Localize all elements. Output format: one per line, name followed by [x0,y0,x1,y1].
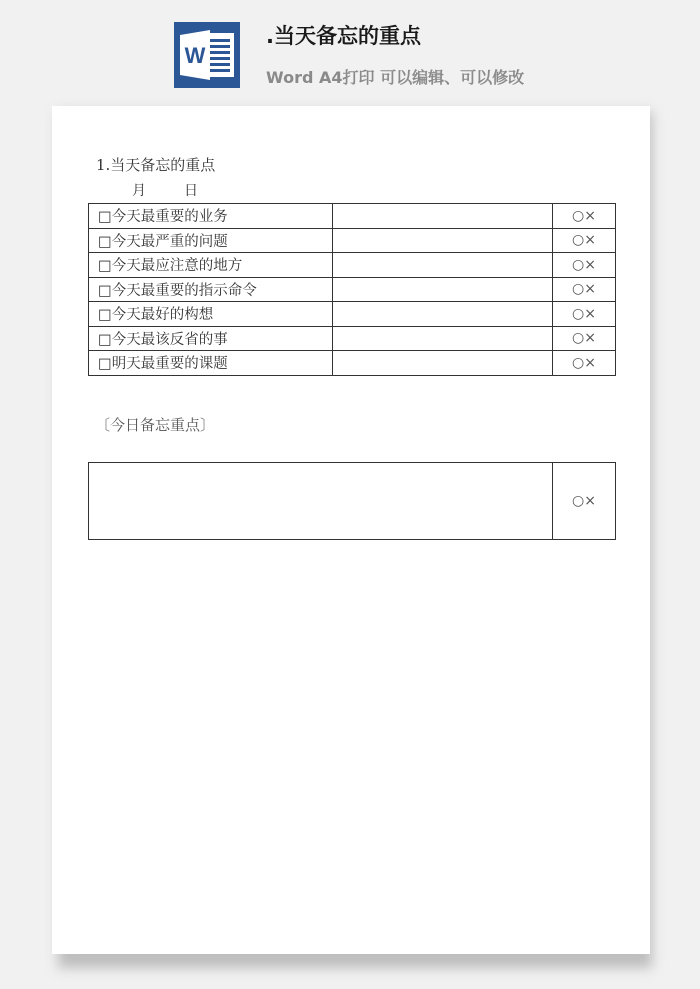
table-row [89,277,616,302]
table-row [89,204,616,229]
item-label: 今天最应注意的地方 [111,258,243,275]
memo-row [89,463,616,540]
cross-mark: × [584,256,596,273]
circle-mark: ○ [572,305,585,322]
item-label: 明天最重要的课题 [111,356,228,373]
item-label: 今天最好的构想 [111,307,214,324]
checkbox-icon[interactable]: □ [98,233,112,250]
memo-content-cell[interactable] [89,463,553,540]
table-row [89,228,616,253]
cross-mark: × [584,281,596,298]
item-label: 今天最严重的问题 [111,233,228,250]
section-label: 〔今日备忘重点〕 [95,416,216,434]
circle-mark: ○ [572,232,585,249]
page-title: .当天备忘的重点 [266,24,421,48]
item-note-cell[interactable] [333,277,553,302]
table-row [89,326,616,351]
cross-mark: × [584,330,596,347]
circle-mark: ○ [572,281,585,298]
circle-mark: ○ [572,493,585,509]
circle-mark: ○ [572,330,585,347]
memo-box-table [88,462,616,540]
item-label-cell [89,351,333,376]
checkbox-icon[interactable]: □ [98,307,112,324]
table-row [89,302,616,327]
cross-mark: × [584,354,596,371]
checkbox-icon[interactable]: □ [98,356,112,373]
item-label-cell [89,228,333,253]
item-mark-cell [553,228,616,253]
page-subtitle: Word A4打印 可以编辑、可以修改 [266,68,525,87]
document-page [52,106,650,954]
item-label: 今天最重要的业务 [111,209,228,226]
item-label-cell [89,253,333,278]
memo-mark-cell [553,463,616,540]
item-note-cell[interactable] [333,326,553,351]
item-note-cell[interactable] [333,228,553,253]
item-note-cell[interactable] [333,351,553,376]
item-mark-cell [553,277,616,302]
checkbox-icon[interactable]: □ [98,331,112,348]
item-label-cell [89,204,333,229]
document-title: 1.当天备忘的重点 [96,156,216,174]
item-mark-cell [553,302,616,327]
memo-items-table [88,203,616,376]
item-label: 今天最该反省的事 [111,331,228,348]
item-label-cell [89,277,333,302]
item-label: 今天最重要的指示命令 [111,282,257,299]
circle-mark: ○ [572,354,585,371]
item-mark-cell [553,204,616,229]
date-month-label: 月 [132,183,146,199]
item-label-cell [89,302,333,327]
cross-mark: × [584,207,596,224]
checkbox-icon[interactable]: □ [98,258,112,275]
svg-text:W: W [184,43,206,68]
item-mark-cell [553,253,616,278]
item-note-cell[interactable] [333,204,553,229]
circle-mark: ○ [572,207,585,224]
word-document-icon [174,22,240,88]
item-mark-cell [553,326,616,351]
item-mark-cell [553,351,616,376]
cross-mark: × [584,232,596,249]
date-line [132,180,198,200]
cross-mark: × [584,305,596,322]
cross-mark: × [584,493,596,509]
date-day-label: 日 [184,183,198,199]
circle-mark: ○ [572,256,585,273]
item-note-cell[interactable] [333,253,553,278]
item-note-cell[interactable] [333,302,553,327]
checkbox-icon[interactable]: □ [98,209,112,226]
table-row [89,253,616,278]
item-label-cell [89,326,333,351]
checkbox-icon[interactable]: □ [98,282,112,299]
table-row [89,351,616,376]
